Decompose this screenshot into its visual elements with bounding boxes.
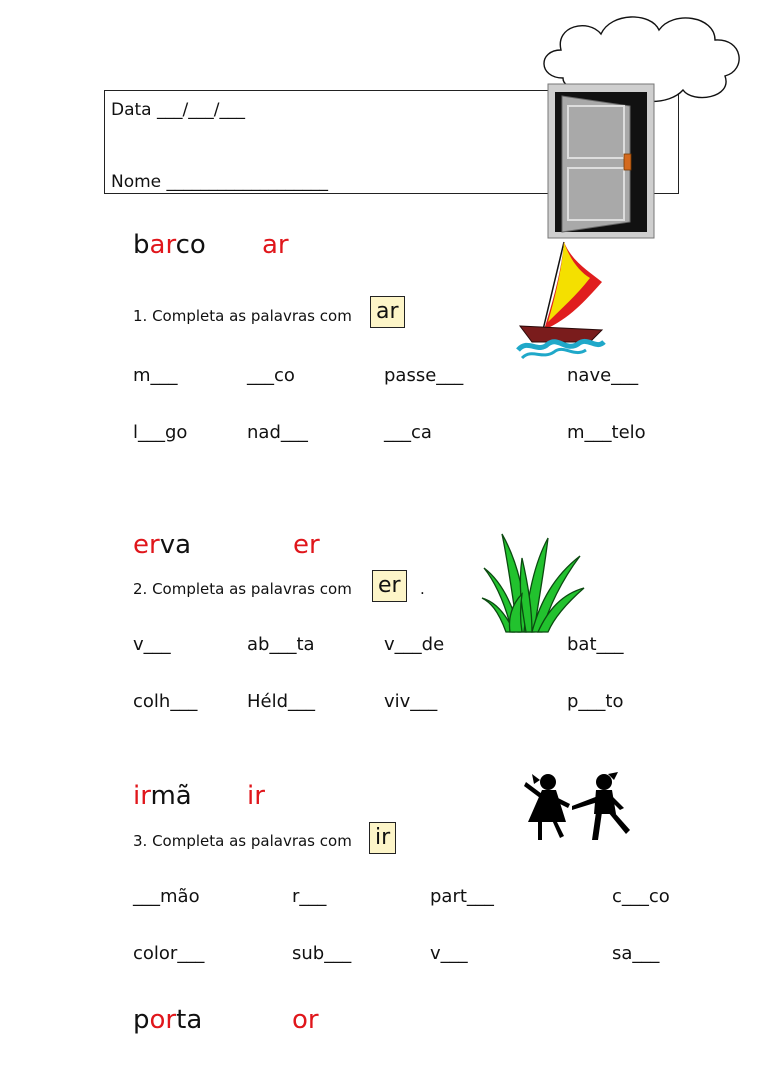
exercise-cell: m___telo <box>567 422 646 443</box>
exercise-cell: m___ <box>133 365 178 386</box>
exercise-cell: color___ <box>133 943 205 964</box>
exercise-cell: r___ <box>292 886 327 907</box>
exercise-cell: part___ <box>430 886 494 907</box>
name-label: Nome ___________________ <box>111 172 329 192</box>
exercise-cell: nad___ <box>247 422 308 443</box>
exercise-cell: bat___ <box>567 634 624 655</box>
key-word-porta: porta <box>133 1005 203 1035</box>
exercise-cell: v___ <box>133 634 171 655</box>
exercise-cell: l___go <box>133 422 188 443</box>
exercise-cell: sa___ <box>612 943 660 964</box>
exercise-cell: viv___ <box>384 691 438 712</box>
exercise-cell: c___co <box>612 886 670 907</box>
syllable-ir: ir <box>247 781 265 811</box>
instruction-2-period: . <box>420 580 425 598</box>
grass-icon <box>482 528 586 634</box>
boxed-syllable-ar: ar <box>370 296 405 328</box>
children-silhouette-icon <box>518 768 634 846</box>
instruction-3: 3. Completa as palavras com <box>133 832 352 850</box>
key-word-erva: erva <box>133 530 192 560</box>
exercise-cell: nave___ <box>567 365 639 386</box>
syllable-er: er <box>293 530 320 560</box>
date-label: Data ___/___/___ <box>111 100 245 120</box>
exercise-cell: ___ca <box>384 422 432 443</box>
syllable-or: or <box>292 1005 319 1035</box>
instruction-1: 1. Completa as palavras com <box>133 307 352 325</box>
key-word-barco: barco <box>133 230 206 260</box>
instruction-2: 2. Completa as palavras com <box>133 580 352 598</box>
key-word-irma: irmã <box>133 781 192 811</box>
exercise-cell: v___ <box>430 943 468 964</box>
exercise-cell: colh___ <box>133 691 198 712</box>
boxed-syllable-ir: ir <box>369 822 396 854</box>
sailboat-icon <box>514 238 606 362</box>
exercise-cell: ___co <box>247 365 295 386</box>
exercise-cell: ___mão <box>133 886 200 907</box>
exercise-cell: ab___ta <box>247 634 315 655</box>
exercise-cell: passe___ <box>384 365 464 386</box>
syllable-ar: ar <box>262 230 289 260</box>
boxed-syllable-er: er <box>372 570 407 602</box>
exercise-cell: sub___ <box>292 943 352 964</box>
door-icon <box>548 84 656 240</box>
exercise-cell: v___de <box>384 634 445 655</box>
exercise-cell: Héld___ <box>247 691 316 712</box>
exercise-cell: p___to <box>567 691 624 712</box>
